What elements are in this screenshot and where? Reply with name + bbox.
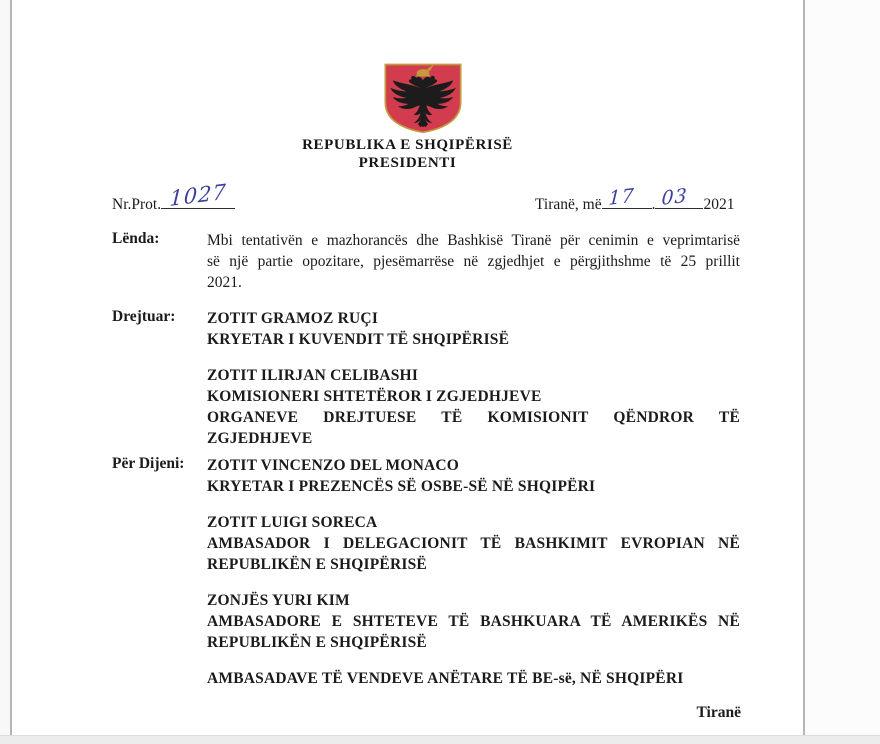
text-line: ZOTIT LUIGI SORECA	[207, 514, 378, 531]
org-subtitle: PRESIDENTI	[358, 155, 457, 171]
recipient-block	[207, 308, 740, 350]
letter-page	[12, 0, 803, 735]
text-line: 2021.	[207, 274, 242, 291]
text-line: ZOTIT ILIRJAN CELIBASHI	[207, 367, 419, 384]
addressed-recipients	[207, 308, 740, 449]
month-underline	[655, 184, 703, 210]
albania-coat-of-arms-icon	[381, 62, 465, 134]
dateline-separator: .	[651, 196, 656, 213]
footer-place: Tiranë	[696, 704, 741, 721]
org-title: REPUBLIKA E SHQIPËRISË	[302, 137, 513, 153]
letterhead	[12, 62, 803, 172]
day-underline	[602, 184, 652, 210]
text-line: KRYETAR I KUVENDIT TË SHQIPËRISË	[207, 331, 510, 348]
text-line: ZOTIT GRAMOZ RUÇI	[207, 310, 379, 327]
dateline	[535, 184, 735, 214]
recipient-block	[207, 512, 740, 575]
recipient-block	[207, 365, 740, 449]
page-left-edge	[10, 0, 12, 744]
text-line: ZONJËS YURI KIM	[207, 592, 350, 609]
subject-text	[207, 230, 740, 293]
text-line: KOMISIONERI SHTETËROR I ZGJEDHJEVE	[207, 388, 542, 405]
protocol-number-handwritten: 1027	[169, 179, 228, 211]
viewer-left-gutter	[0, 0, 10, 744]
text-line: REPUBLIKËN E SHQIPËRISË	[207, 556, 427, 573]
text-line: ZGJEDHJEVE	[207, 430, 313, 447]
protocol-date-row	[12, 179, 803, 216]
page-bottom-edge	[0, 735, 880, 744]
cc-recipients	[207, 455, 740, 689]
text-line: KRYETAR I PREZENCËS SË OSBE-SË NË SHQIPËRI	[207, 478, 596, 495]
dateline-year: 2021	[703, 196, 735, 213]
text-line: AMBASADAVE TË VENDEVE ANËTARE TË BE-së, NË SHQIPËRI	[207, 670, 684, 687]
viewer-right-gutter	[805, 0, 880, 744]
text-line: ORGANEVE DREJTUESE TË KOMISIONIT QËNDROR TË	[207, 409, 740, 426]
text-line: AMBASADOR I DELEGACIONIT TË BASHKIMIT EVROPIAN NË	[207, 535, 740, 552]
recipient-block	[207, 590, 740, 653]
protocol-label: Nr.Prot.	[112, 196, 162, 213]
text-line: së një partie opozitare, pjesëmarrëse në zgjedhjet e përgjithshme të 25 prillit	[207, 253, 740, 270]
recipient-block	[207, 455, 740, 497]
text-line: REPUBLIKËN E SHQIPËRISË	[207, 634, 427, 651]
protocol-underline	[161, 179, 235, 211]
protocol-number	[112, 179, 235, 214]
recipient-block	[207, 668, 740, 689]
day-handwritten: 17	[607, 184, 635, 210]
month-handwritten: 03	[661, 184, 689, 210]
subject-label: Lënda:	[112, 230, 160, 247]
text-line: ZOTIT VINCENZO DEL MONACO	[207, 457, 460, 474]
cc-label: Për Dijeni:	[112, 455, 185, 472]
page-right-edge	[803, 0, 805, 744]
text-line: Mbi tentativën e mazhorancës dhe Bashkisë Tiranë për cenimin e veprimtarisë	[207, 232, 740, 249]
dateline-prefix: Tiranë, më	[535, 196, 602, 213]
text-line: AMBASADORE E SHTETEVE TË BASHKUARA TË AMERIKËS NË	[207, 613, 740, 630]
addressed-label: Drejtuar:	[112, 308, 176, 325]
